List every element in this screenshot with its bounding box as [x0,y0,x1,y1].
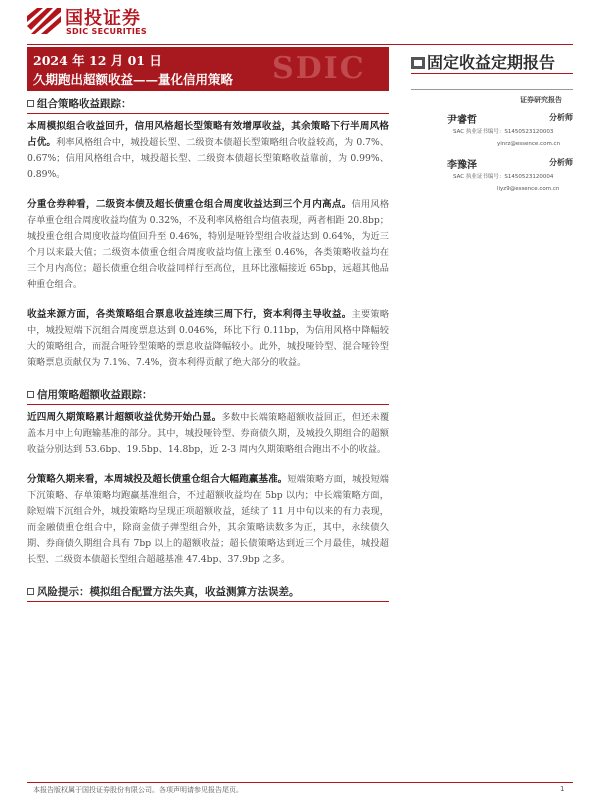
analyst-sac: SAC 执业证书编号：S1450523120003 [453,129,554,135]
section-heading-portfolio [27,94,389,114]
analyst-email[interactable]: liyz9@essence.com.cn [497,186,560,192]
analyst-card [411,156,573,196]
report-title: 久期跑出超额收益——量化信用策略 [33,72,234,87]
analyst-role: 分析师 [549,112,573,122]
section-heading-text: 风险提示：模拟组合配置方法失真，收益测算方法误差。 [37,586,300,598]
report-subtitle-divider [411,89,573,90]
report-type-label: 固定收益定期报告 [427,53,556,72]
report-summary [27,94,389,602]
section-marker-icon [27,100,34,107]
paragraph-lead: 本周模拟组合收益回升，信用风格超长型策略有效增厚收益，其余策略下行半周风格占优。 [27,121,389,148]
section-heading-text: 组合策略收益跟踪： [37,98,132,110]
summary-paragraph [27,119,389,183]
paragraph-lead: 收益来源方面，各类策略组合票息收益连续三周下行，资本利得主导收益。 [27,309,352,320]
section-marker-icon [27,391,34,398]
report-type-divider [411,73,573,74]
header-divider [27,44,573,45]
paragraph-body: 信用风格存单重仓组合周度收益均值为 0.32%，不及利率风格组合均值表现，两者相距 20.8bp；城投重仓组合周度收益均值回升至 0.46%，特别是哑铃型组合收益达到 0.64%，为近三个月以来最大值；二级资本债重仓组合周度收益均值上涨至 0.46%，各类策略收益均在三个月内高位；超长债重仓组合收益同样行至高位，且环比涨幅接近 65bp，远超其他品种重仓组合。 [27,199,390,290]
analyst-email[interactable]: yinrz@essence.com.cn [497,141,561,147]
summary-paragraph [27,410,389,458]
section-heading-excess [27,385,389,405]
analyst-role: 分析师 [549,157,573,167]
title-banner [27,47,389,91]
summary-paragraph [27,472,389,568]
summary-paragraph [27,307,389,371]
report-subtitle: 证券研究报告 [520,95,562,104]
banner-watermark: SDIC [272,51,366,86]
footer-divider [27,782,573,783]
footer-disclaimer: 本报告版权属于国投证券股份有限公司。各项声明请参见报告尾页。 [33,786,243,794]
paragraph-lead: 近四周久期策略累计超额收益优势开始凸显。 [27,412,222,423]
summary-paragraph [27,197,389,293]
paragraph-body: 主要策略中，城投短端下沉组合周度票息达到 0.046%，环比下行 0.11bp，为信用风格中降幅较大的策略组合，而混合哑铃型策略的票息收益降幅较小。此外，城投哑铃型、混合哑铃型策略票息贡献仅为 7.1%、7.4%，资本利得贡献了绝大部分的收益。 [27,309,390,368]
paragraph-lead: 分重仓券种看，二级资本债及超长债重仓组合周度收益达到三个月内高点。 [27,199,352,210]
analyst-name: 尹睿哲 [447,115,477,126]
section-heading-risk [27,582,389,602]
logo-name-en: SDIC SECURITIES [66,27,147,36]
report-type [411,50,555,73]
analyst-name: 李豫泽 [447,160,477,171]
analyst-card [411,111,573,151]
logo-mark-icon [27,6,61,36]
section-marker-icon [27,588,34,595]
paragraph-body: 利率风格组合中，城投超长型、二级资本债超长型策略组合收益较高，为 0.7%、0.67%；信用风格组合中，城投超长型、二级资本债超长型策略收益靠前，为 0.99%、0.89%。 [27,137,390,180]
logo-name-cn: 国投证券 [65,8,141,29]
report-type-icon [411,57,425,69]
section-heading-text: 信用策略超额收益跟踪： [37,389,153,401]
report-date: 2024 年 12 月 01 日 [33,53,162,68]
paragraph-body: 短端策略方面，城投短端下沉策略、存单策略均跑赢基准组合，不过超额收益均在 5bp 以内；中长端策略方面，除短端下沉组合外，城投策略均呈现正项超额收益，延续了 11 月中旬以来的有力表现，而金融债重仓组合中，除商金债子弹型组合外，其余策略读数多为正，其中，永续债久期、券商债久期组合具有 7bp 以上的超额收益；超长债策略达到近三个月最佳，城投超长型、二级资本债超长型组合超越基准 47.4bp、37.9bp 之多。 [27,474,389,565]
company-logo [27,4,227,40]
analyst-sac: SAC 执业证书编号：S1450523120004 [453,174,554,180]
paragraph-lead: 分策略久期来看，本周城投及超长债重仓组合大幅跑赢基准。 [27,474,288,485]
page-number: 1 [560,785,565,793]
paragraph-body: 多数中长端策略超额收益回正，但还未覆盖本月中上旬跑输基准的部分。其中，城投哑铃型、券商债久期，及城投久期组合的超额收益分别达到 53.6bp、19.5bp、14.8bp，近 2-3 周内久期策略组合跑出不小的收益。 [27,412,390,455]
